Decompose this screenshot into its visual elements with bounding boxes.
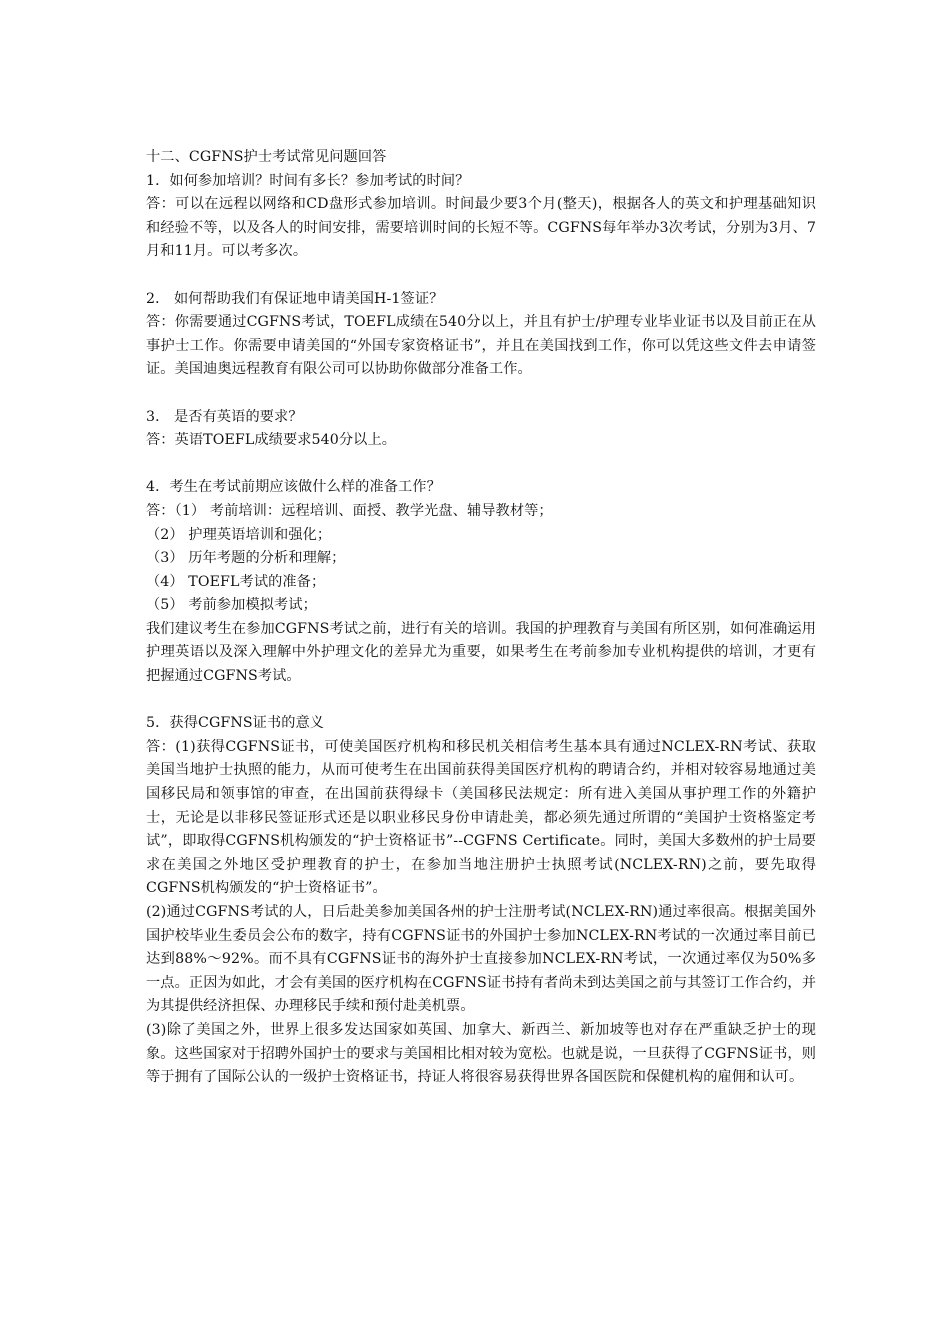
answer-5-part-3: (3)除了美国之外，世界上很多发达国家如英国、加拿大、新西兰、新加坡等也对存在严重缺乏护士的现象。这些国家对于招聘外国护士的要求与美国相比相对较为宽松。也就是说，一旦获得了CGFNS证书，则等于拥有了国际公认的一级护士资格证书，持证人将很容易获得世界各国医院和保健机构的雇佣和认可。	[146, 1021, 816, 1086]
answer-3: 答：英语TOEFL成绩要求540分以上。	[146, 432, 397, 449]
prep-item-1: 答：（1） 考前培训：远程培训、面授、教学光盘、辅导教材等；	[146, 502, 553, 519]
spacer	[146, 382, 816, 406]
answer-5-part-1: 答：(1)获得CGFNS证书，可使美国医疗机构和移民机关相信考生基本具有通过NCLEX-RN考试、获取美国当地护士执照的能力，从而可使考生在出国前获得美国医疗机构的聘请合约，并相对较容易地通过美国移民局和领事馆的审查，在出国前获得绿卡（美国移民法规定：所有进入美国从事护理工作的外籍护士，无论是以非移民签证形式还是以职业移民身份申请赴美，都必须先通过所谓的“美国护士资格鉴定考试”，即取得CGFNS机构颁发的“护士资格证书”--CGFNS Certificate。同时，美国大多数州的护士局要求在美国之外地区受护理教育的护士，在参加当地注册护士执照考试(NCLEX-RN)之前，要先取得CGFNS机构颁发的“护士资格证书”。	[146, 738, 816, 897]
document-title: 十二、CGFNS护士考试常见问题回答	[146, 149, 387, 165]
question-2: 2． 如何帮助我们有保证地申请美国H-1签证？	[146, 290, 444, 307]
question-3: 3． 是否有英语的要求？	[146, 408, 303, 425]
spacer	[146, 264, 816, 288]
question-4: 4．考生在考试前期应该做什么样的准备工作？	[146, 479, 441, 496]
prep-item-2: （2） 护理英语培训和强化；	[146, 526, 332, 543]
document-body	[146, 146, 816, 1090]
prep-item-5: （5） 考前参加模拟考试；	[146, 597, 317, 614]
answer-4: 我们建议考生在参加CGFNS考试之前，进行有关的培训。我国的护理教育与美国有所区别，如何准确运用护理英语以及深入理解中外护理文化的差异尤为重要，如果考生在考前参加专业机构提供的培训，才更有把握通过CGFNS考试。	[146, 620, 816, 685]
question-1: 1．如何参加培训？时间有多长？参加考试的时间？	[146, 172, 470, 189]
spacer	[146, 689, 816, 713]
prep-item-3: （3） 历年考题的分析和理解；	[146, 550, 346, 567]
answer-2: 答：你需要通过CGFNS考试，TOEFL成绩在540分以上，并且有护士/护理专业毕业证书以及目前正在从事护士工作。你需要申请美国的“外国专家资格证书”，并且在美国找到工作，你可以凭这些文件去申请签证。美国迪奥远程教育有限公司可以协助你做部分准备工作。	[146, 314, 816, 378]
question-5: 5．获得CGFNS证书的意义	[146, 715, 325, 732]
prep-item-4: （4） TOEFL考试的准备；	[146, 573, 326, 590]
answer-5-part-2: (2)通过CGFNS考试的人，日后赴美参加美国各州的护士注册考试(NCLEX-RN)通过率很高。根据美国外国护校毕业生委员会公布的数字，持有CGFNS证书的外国护士参加NCLEX-RN考试的一次通过率目前已达到88%～92%。而不具有CGFNS证书的海外护士直接参加NCLEX-RN考试，一次通过率仅为50%多一点。正因为如此，才会有美国的医疗机构在CGFNS证书持有者尚未到达美国之前与其签订工作合约，并为其提供经济担保、办理移民手续和预付赴美机票。	[146, 904, 816, 1015]
spacer	[146, 453, 816, 477]
answer-1: 答：可以在远程以网络和CD盘形式参加培训。时间最少要3个月(整天)，根据各人的英文和护理基础知识和经验不等，以及各人的时间安排，需要培训时间的长短不等。CGFNS每年举办3次考试，分别为3月、7月和11月。可以考多次。	[146, 196, 816, 260]
